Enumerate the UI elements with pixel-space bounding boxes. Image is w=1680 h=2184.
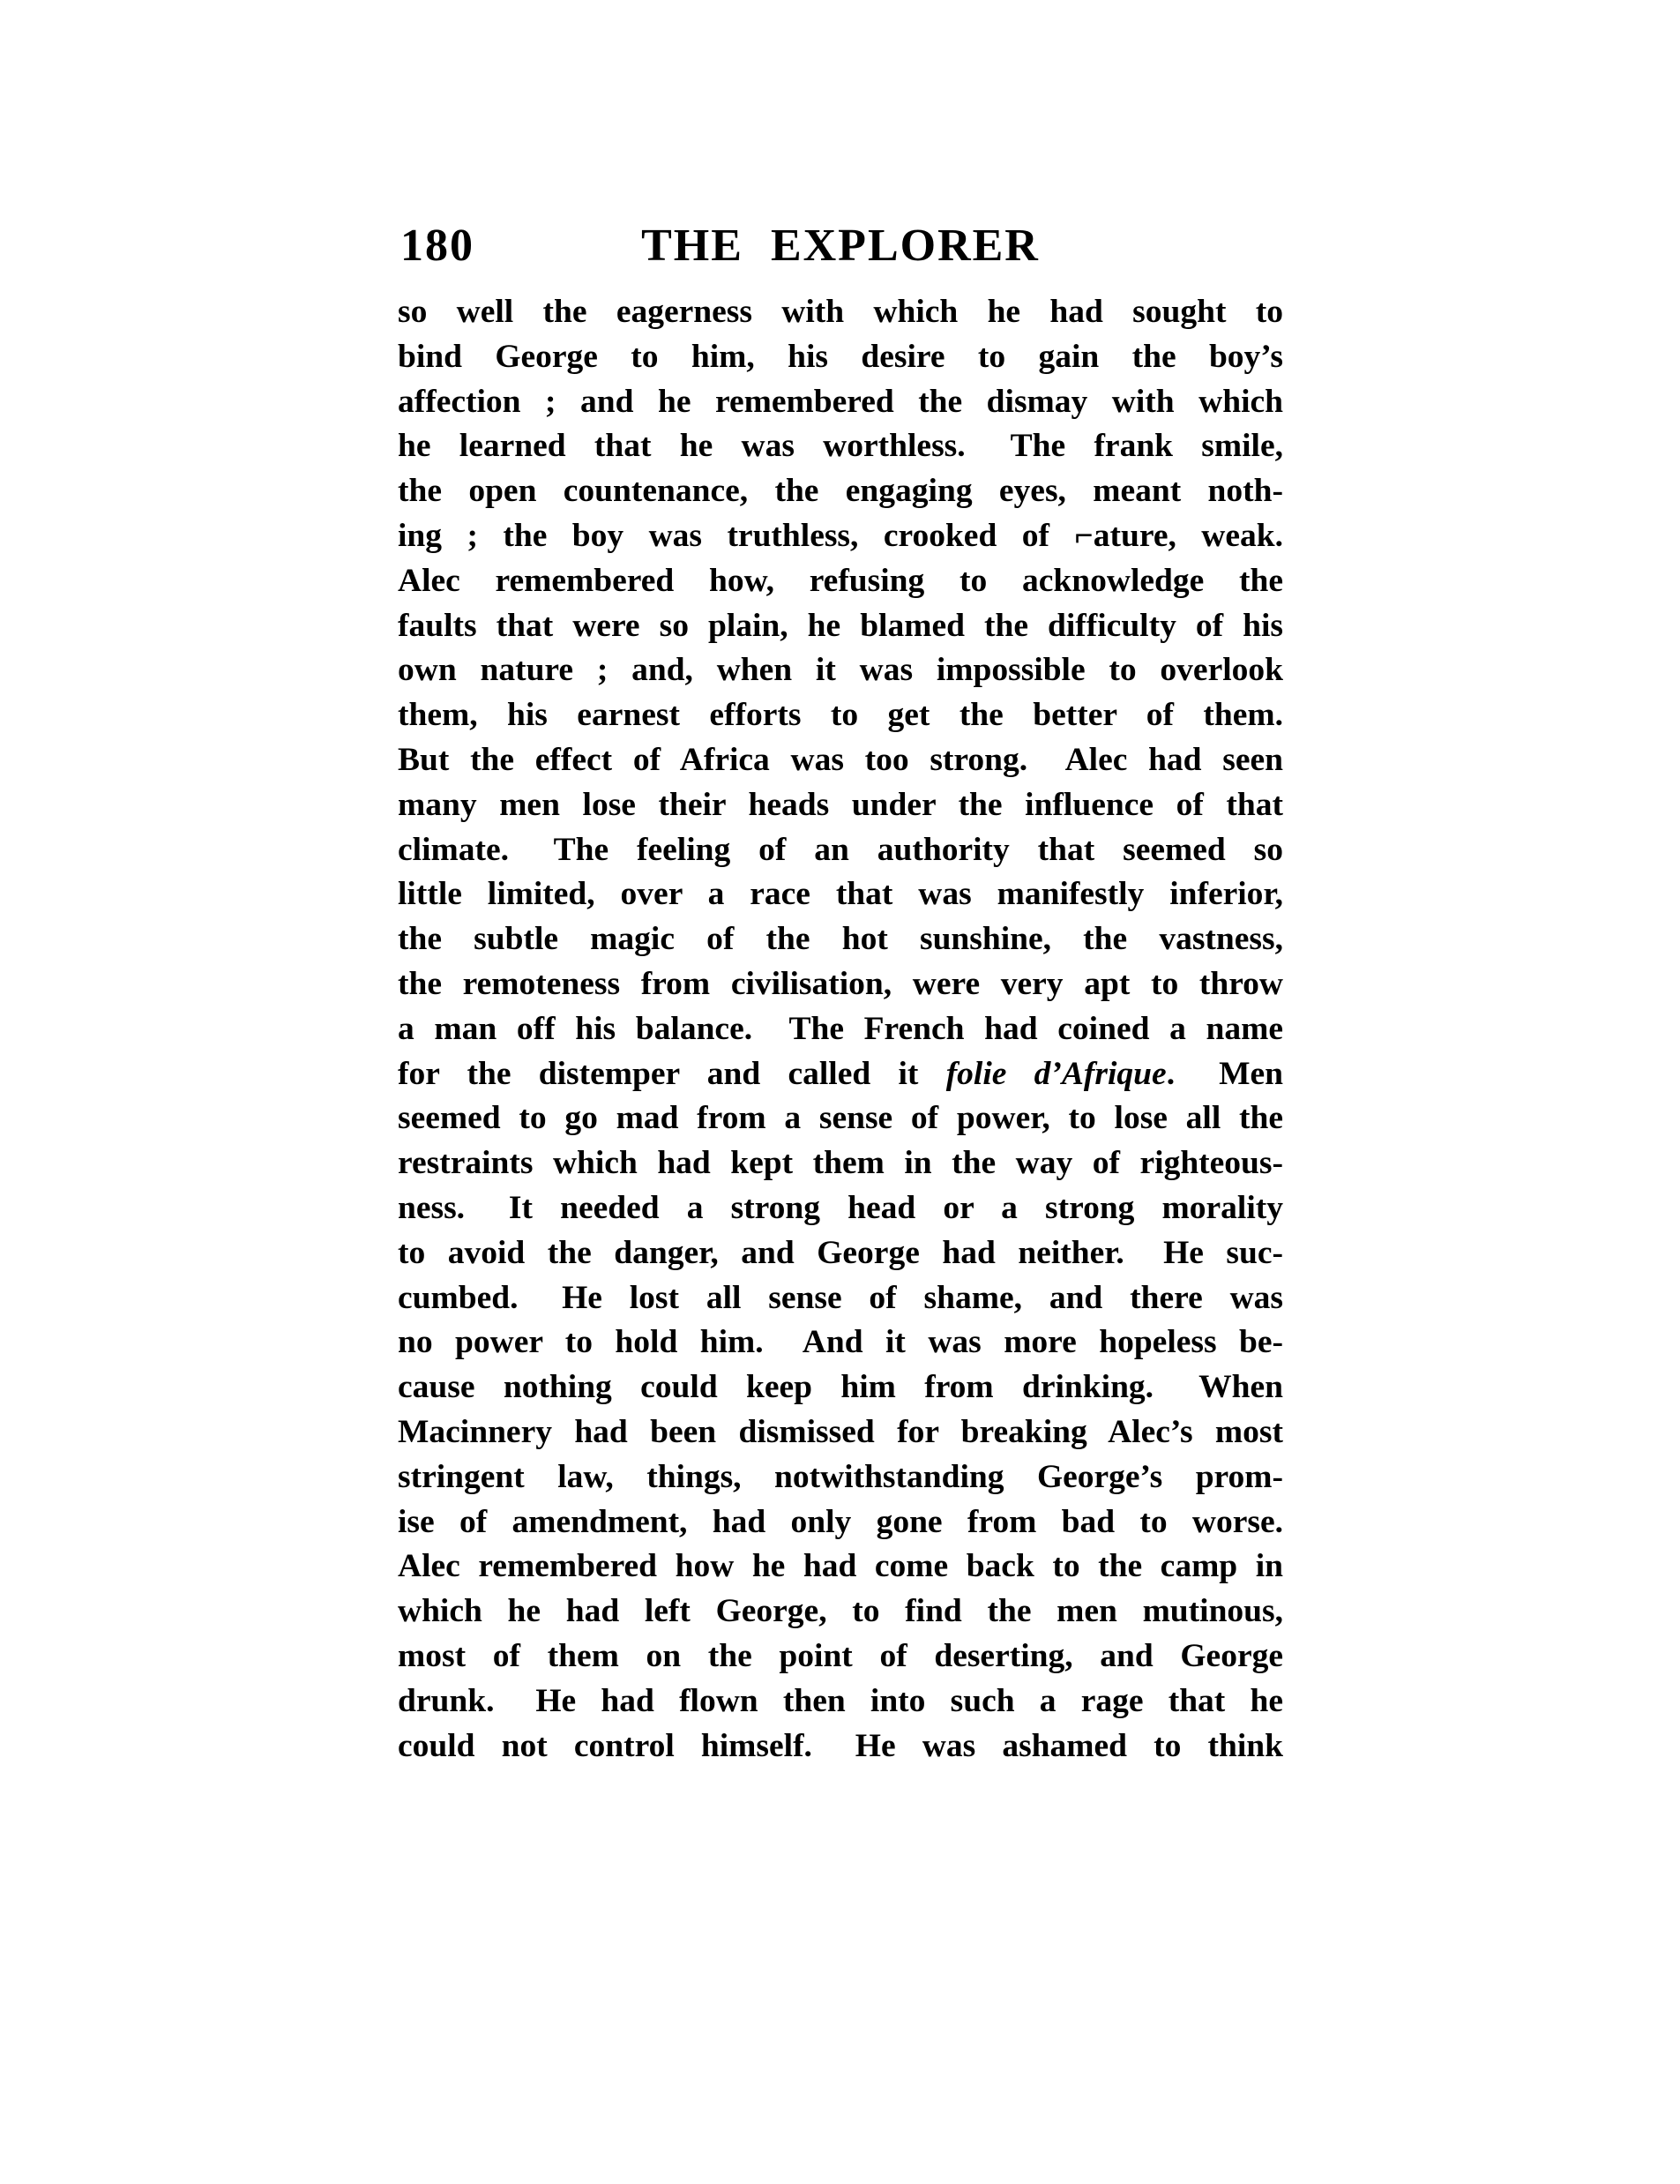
text-line: to avoid the danger, and George had neither. He suc- (398, 1234, 1283, 1271)
text-line: a man off his balance. The French had coined a name (398, 1010, 1283, 1047)
body-text (398, 290, 1283, 1769)
text-line: own nature ; and, when it was impossible to overlook (398, 652, 1283, 689)
text-line: seemed to go mad from a sense of power, to lose all the (398, 1100, 1283, 1137)
text-line: them, his earnest efforts to get the better of them. (398, 697, 1283, 734)
text-line: climate. The feeling of an authority that seemed so (398, 831, 1283, 868)
text-line: ise of amendment, had only gone from bad to worse. (398, 1503, 1283, 1540)
text-line: cause nothing could keep him from drinking. When (398, 1369, 1283, 1406)
text-line: bind George to him, his desire to gain the boy’s (398, 338, 1283, 375)
page-title: THE EXPLORER (641, 221, 1040, 271)
text-line: Macinnery had been dismissed for breaking Alec’s most (398, 1413, 1283, 1450)
text-line: Alec remembered how, refusing to acknowledge the (398, 562, 1283, 599)
text-line: ness. It needed a strong head or a strong morality (398, 1189, 1283, 1226)
text-line: many men lose their heads under the influence of that (398, 786, 1283, 823)
text-line: ing ; the boy was truthless, crooked of ⌐ature, weak. (398, 517, 1283, 554)
text-line: drunk. He had flown then into such a rage that he (398, 1682, 1283, 1719)
text-line: cumbed. He lost all sense of shame, and there was (398, 1279, 1283, 1316)
text-line: restraints which had kept them in the way of righteous- (398, 1145, 1283, 1182)
text-line: he learned that he was worthless. The frank smile, (398, 428, 1283, 465)
text-line: which he had left George, to find the men mutinous, (398, 1593, 1283, 1630)
text-line: so well the eagerness with which he had sought to (398, 294, 1283, 330)
text-line: little limited, over a race that was manifestly inferior, (398, 876, 1283, 913)
text-line: could not control himself. He was ashamed to think (398, 1727, 1283, 1764)
page-number: 180 (400, 221, 474, 271)
text-line: the remoteness from civilisation, were very apt to throw (398, 965, 1283, 1002)
text-line: stringent law, things, notwithstanding George’s prom- (398, 1458, 1283, 1495)
page-header (398, 222, 1283, 272)
text-line: But the effect of Africa was too strong. Alec had seen (398, 741, 1283, 778)
text-line: the open countenance, the engaging eyes, meant noth- (398, 473, 1283, 510)
text-line: affection ; and he remembered the dismay with which (398, 383, 1283, 420)
text-line: Alec remembered how he had come back to the camp in (398, 1548, 1283, 1585)
text-line: no power to hold him. And it was more hopeless be- (398, 1324, 1283, 1361)
text-line: the subtle magic of the hot sunshine, the vastness, (398, 921, 1283, 958)
text-line: most of them on the point of deserting, and George (398, 1637, 1283, 1674)
text-line: for the distemper and called it folie d’Afrique. Men (398, 1055, 1283, 1092)
text-line: faults that were so plain, he blamed the difficulty of his (398, 607, 1283, 644)
